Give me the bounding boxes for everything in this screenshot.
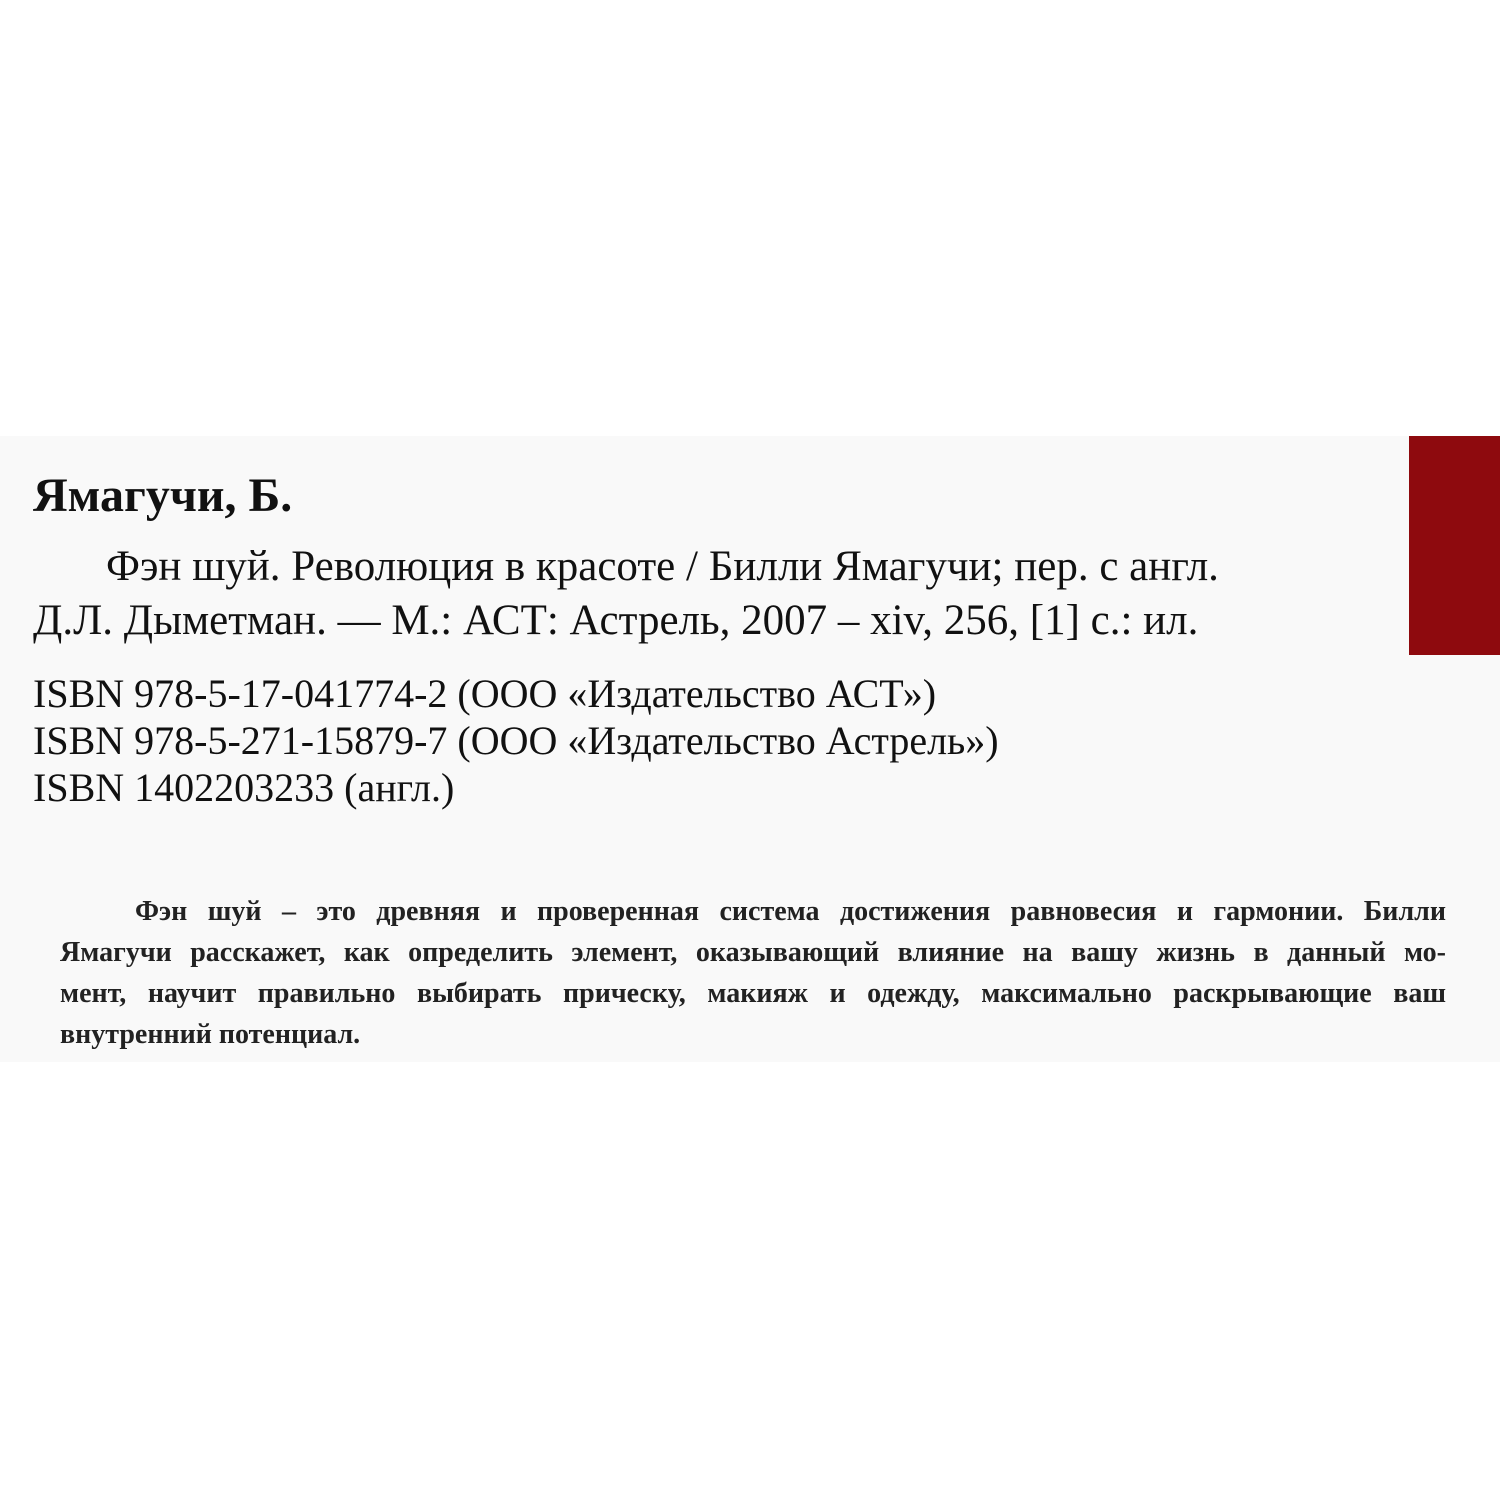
bibliographic-record xyxy=(33,540,1428,648)
annotation-paragraph xyxy=(60,891,1446,1055)
isbn-list xyxy=(33,670,999,811)
annotation-line: Фэн шуй – это древняя и проверенная система достижения равновесия и гармонии. Билли xyxy=(135,896,1446,927)
isbn-line: ISBN 978-5-17-041774-2 (ООО «Издательство АСТ») xyxy=(33,671,937,716)
annotation-line: внутренний потенциал. xyxy=(60,1019,361,1050)
author-heading: Ямагучи, Б. xyxy=(33,469,293,522)
bib-line-title: Фэн шуй. Революция в красоте / Билли Ямагучи; пер. с англ. xyxy=(106,543,1219,590)
annotation-line: мент, научит правильно выбирать прическу, макияж и одежду, максимально раскрывающие ваш xyxy=(60,978,1446,1009)
bib-line-publisher: Д.Л. Дыметман. — М.: АСТ: Астрель, 2007 – xiv, 256, [1] с.: ил. xyxy=(33,597,1199,644)
isbn-line: ISBN 978-5-271-15879-7 (ООО «Издательство Астрель») xyxy=(33,718,999,763)
isbn-line: ISBN 1402203233 (англ.) xyxy=(33,765,455,810)
annotation-line: Ямагучи расскажет, как определить элемент, оказывающий влияние на вашу жизнь в данный мо- xyxy=(60,937,1446,968)
